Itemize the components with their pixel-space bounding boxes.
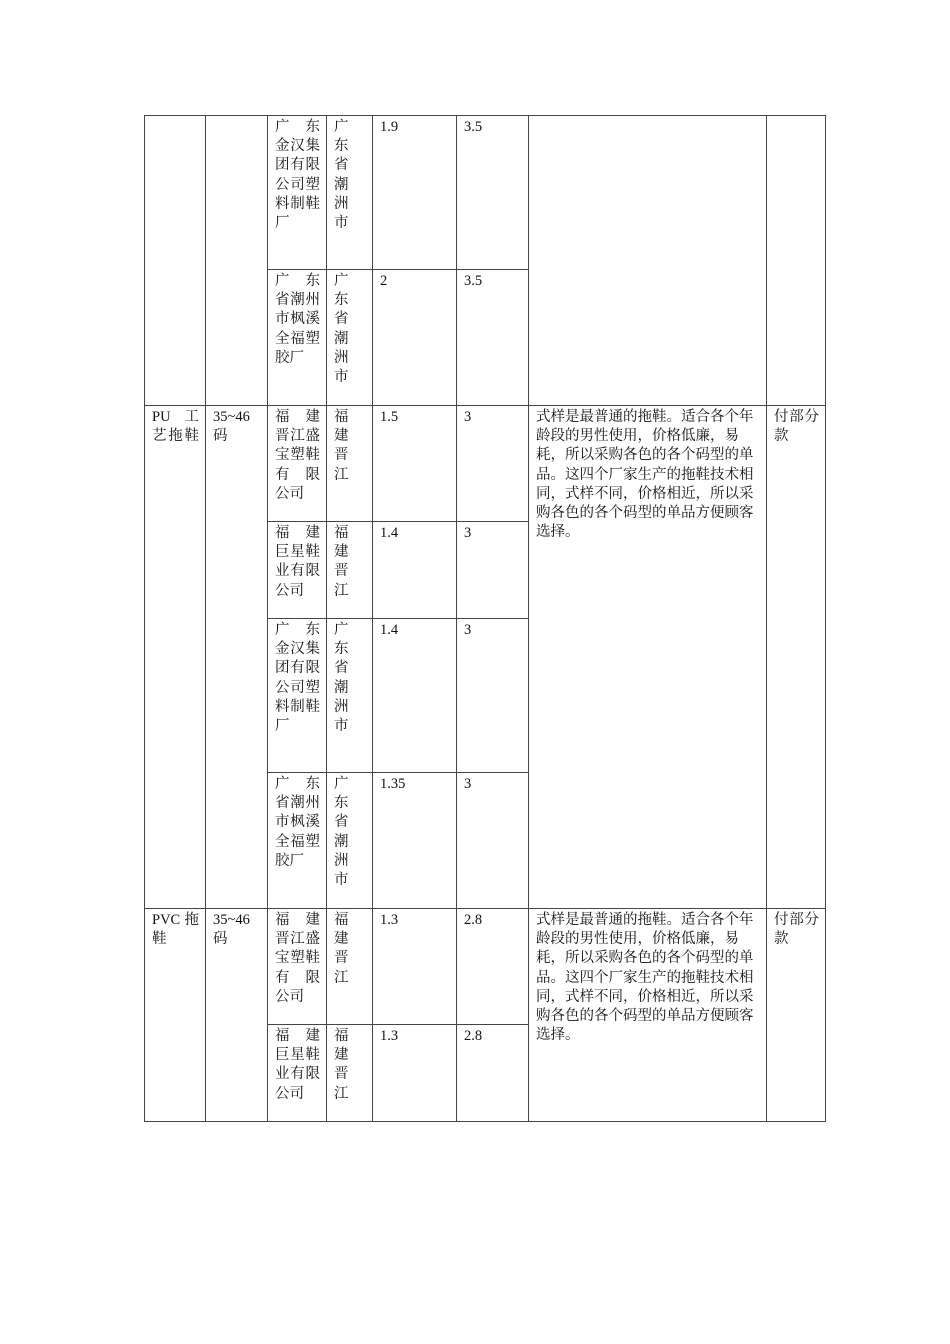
payment-terms-cell: 付部分款 (767, 909, 826, 1122)
payment-terms-cell: 付部分款 (767, 406, 826, 909)
factory-name-line: 巨星鞋 (275, 544, 320, 561)
factory-name-line: 省潮州 (275, 795, 320, 812)
size-range-cell (206, 116, 268, 406)
product-name-cell (145, 116, 206, 406)
product-name-cell: PVC拖鞋 (145, 909, 206, 1122)
table-row (145, 116, 826, 270)
factory-name-cell (268, 116, 327, 270)
factory-name-cell (268, 909, 327, 1025)
price-a-cell: 1.4 (373, 522, 457, 619)
factory-name-line: 福 建 (275, 1028, 320, 1044)
factory-name-line: 公司塑 (275, 176, 320, 193)
factory-name-line: 有限 (275, 969, 320, 986)
reason-cell: 式样是最普通的拖鞋。适合各个年龄段的男性使用，价格低廉，易耗，所以采购各色的各个码型的单品。这四个厂家生产的拖鞋技术相同，式样不同，价格相近，所以采购各色的各个码型的单品方便顾客选择。 (529, 909, 767, 1122)
payment-terms-cell (767, 116, 826, 406)
location-cell: 广东省潮洲市 (327, 270, 373, 406)
price-b-cell: 3 (457, 619, 529, 773)
factory-name-cell (268, 522, 327, 619)
price-b-cell: 2.8 (457, 1025, 529, 1122)
price-a-cell: 2 (373, 270, 457, 406)
price-a-cell: 1.3 (373, 909, 457, 1025)
location-cell: 福建晋江 (327, 522, 373, 619)
price-b-cell: 2.8 (457, 909, 529, 1025)
table-body (145, 116, 826, 1122)
factory-name-line: 全福塑 (275, 330, 320, 347)
factory-name-line: 团有限 (275, 157, 320, 174)
price-a-cell: 1.3 (373, 1025, 457, 1122)
location-cell: 福建晋江 (327, 909, 373, 1025)
factory-name-line: 广 东 (275, 622, 320, 638)
factory-name-line: 厂 (275, 718, 290, 735)
location-cell: 福建晋江 (327, 406, 373, 522)
factory-name-line: 金汉集 (275, 138, 320, 155)
factory-name-line: 胶厂 (275, 349, 304, 366)
price-a-cell: 1.9 (373, 116, 457, 270)
factory-name-cell (268, 406, 327, 522)
factory-name-line: 福 建 (275, 409, 320, 425)
price-b-cell: 3.5 (457, 116, 529, 270)
factory-name-line: 业有限 (275, 1066, 320, 1083)
factory-name-line: 福 建 (275, 525, 320, 541)
factory-name-line: 广 东 (275, 119, 320, 135)
factory-name-line: 巨星鞋 (275, 1047, 320, 1064)
factory-name-line: 晋江盛 (275, 428, 320, 445)
location-cell: 福建晋江 (327, 1025, 373, 1122)
table-row (145, 909, 826, 1025)
factory-name-line: 市枫溪 (275, 311, 320, 328)
price-a-cell: 1.35 (373, 773, 457, 909)
factory-name-line: 公司 (275, 1085, 304, 1102)
price-a-cell: 1.4 (373, 619, 457, 773)
factory-name-line: 宝塑鞋 (275, 447, 320, 464)
factory-name-cell (268, 1025, 327, 1122)
location-cell: 广东省潮洲市 (327, 619, 373, 773)
factory-name-line: 公司塑 (275, 679, 320, 696)
factory-name-line: 晋江盛 (275, 931, 320, 948)
size-range-cell: 35~46码 (206, 909, 268, 1122)
factory-name-line: 业有限 (275, 563, 320, 580)
factory-name-line: 宝塑鞋 (275, 950, 320, 967)
factory-name-cell (268, 773, 327, 909)
price-b-cell: 3 (457, 522, 529, 619)
factory-name-line: 胶厂 (275, 852, 304, 869)
factory-name-line: 公司 (275, 582, 304, 599)
factory-name-line: 市枫溪 (275, 814, 320, 831)
price-a-cell: 1.5 (373, 406, 457, 522)
factory-name-line: 有限 (275, 466, 320, 483)
reason-cell (529, 116, 767, 406)
price-b-cell: 3 (457, 406, 529, 522)
reason-cell: 式样是最普通的拖鞋。适合各个年龄段的男性使用，价格低廉，易耗，所以采购各色的各个码型的单品。这四个厂家生产的拖鞋技术相同，式样不同，价格相近，所以采购各色的各个码型的单品方便顾客选择。 (529, 406, 767, 909)
factory-name-line: 团有限 (275, 660, 320, 677)
factory-name-line: 料制鞋 (275, 698, 320, 715)
factory-name-line: 广 东 (275, 273, 320, 289)
location-cell: 广东省潮洲市 (327, 116, 373, 270)
factory-name-line: 省潮州 (275, 292, 320, 309)
factory-name-line: 公司 (275, 485, 304, 502)
factory-name-cell (268, 270, 327, 406)
factory-name-line: 全福塑 (275, 833, 320, 850)
size-range-cell: 35~46码 (206, 406, 268, 909)
location-cell: 广东省潮洲市 (327, 773, 373, 909)
factory-name-cell (268, 619, 327, 773)
factory-name-line: 福 建 (275, 912, 320, 928)
price-b-cell: 3 (457, 773, 529, 909)
price-b-cell: 3.5 (457, 270, 529, 406)
factory-name-line: 厂 (275, 215, 290, 232)
product-name-cell: PU工艺拖鞋 (145, 406, 206, 909)
factory-name-line: 料制鞋 (275, 195, 320, 212)
table-row (145, 406, 826, 522)
factory-name-line: 公司 (275, 988, 304, 1005)
factory-name-line: 金汉集 (275, 641, 320, 658)
factory-name-line: 广 东 (275, 776, 320, 792)
supplier-table (144, 115, 826, 1122)
